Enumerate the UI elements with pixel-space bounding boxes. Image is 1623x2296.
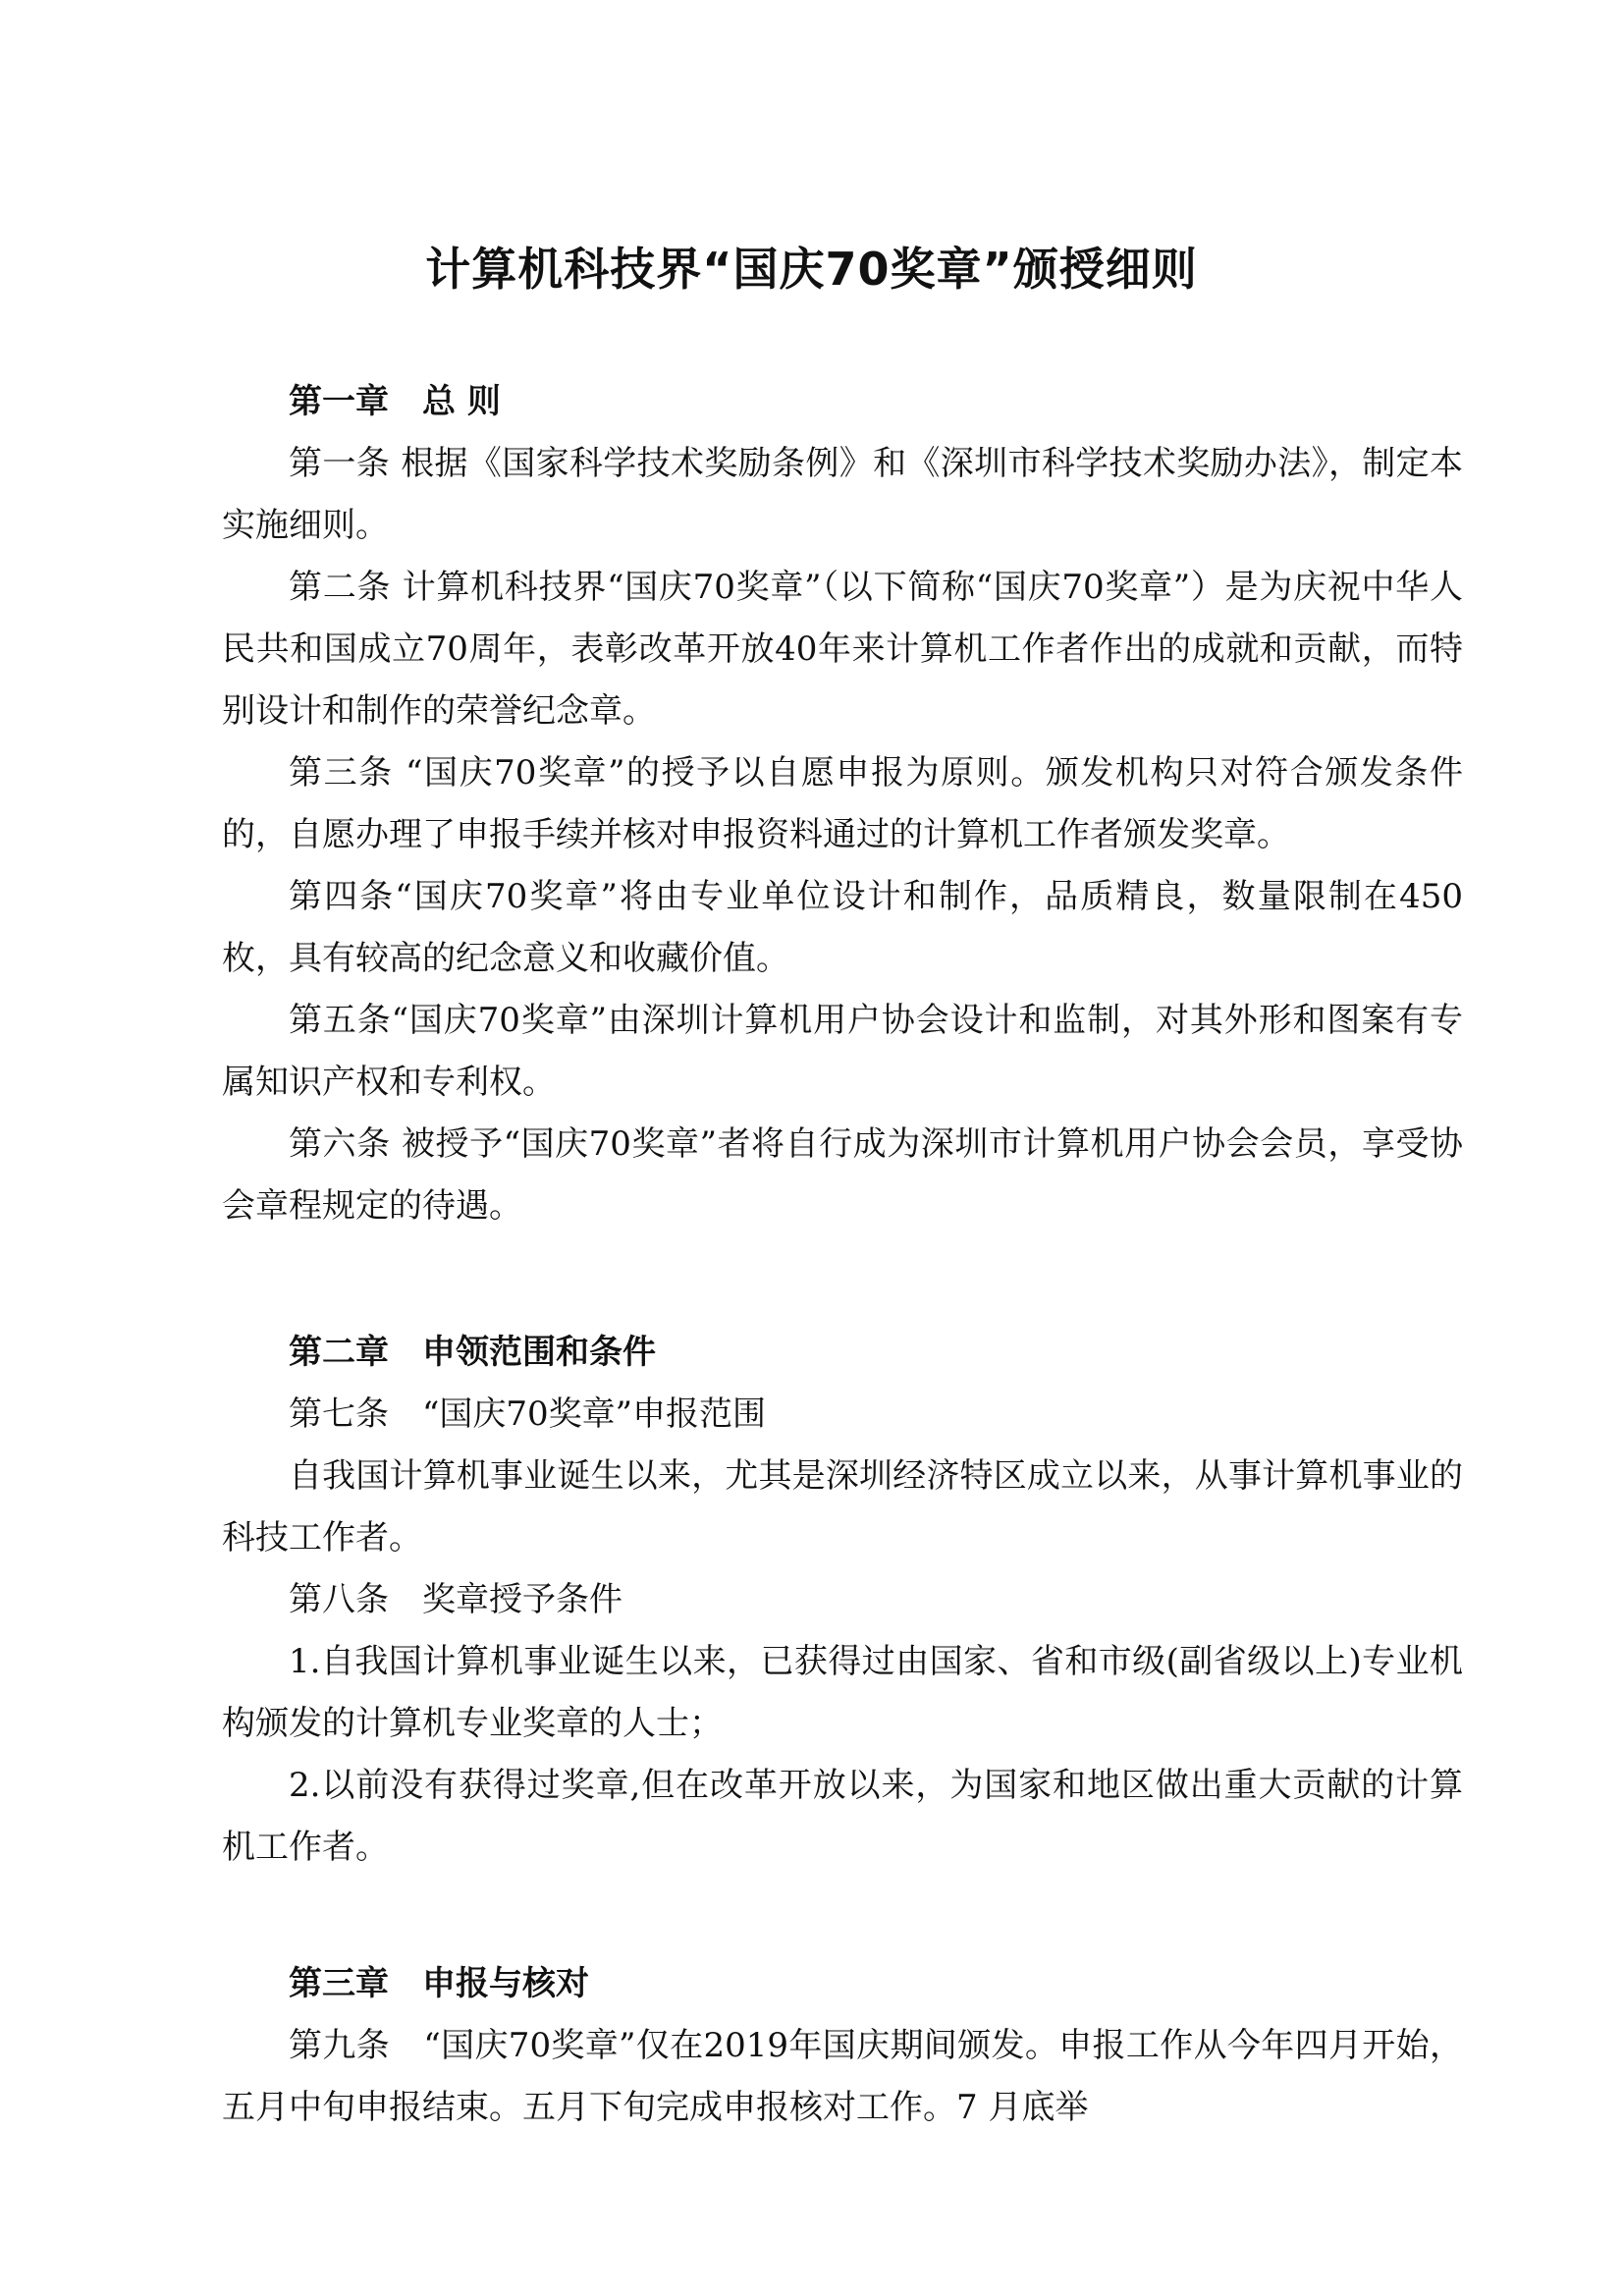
article-paragraph: 2.以前没有获得过奖章,但在改革开放以来，为国家和地区做出重大贡献的计算机工作者。: [222, 1766, 1463, 1867]
chapter-heading: 第三章 申报与核对: [289, 1964, 589, 2003]
article-paragraph: 第二条 计算机科技界“国庆70奖章”（以下简称“国庆70奖章”）是为庆祝中华人民共和国成立70周年，表彰改革开放40年来计算机工作者作出的成就和贡献，而特别设计和制作的荣誉纪念章。: [222, 568, 1463, 731]
article-paragraph: 第一条 根据《国家科学技术奖励条例》和《深圳市科学技术奖励办法》，制定本实施细则。: [222, 444, 1463, 545]
document-body: [222, 371, 1463, 2139]
section-spacer: [222, 1237, 1463, 1322]
document-title: 计算机科技界“国庆70奖章”颁授细则: [425, 243, 1198, 296]
article-paragraph: 第四条“国庆70奖章”将由专业单位设计和制作，品质精良，数量限制在450枚，具有较高的纪念意义和收藏价值。: [222, 877, 1463, 978]
section-spacer: [222, 1879, 1463, 1953]
article-paragraph: 第七条 “国庆70奖章”申报范围: [289, 1394, 767, 1434]
chapter-heading: 第二章 申领范围和条件: [289, 1333, 656, 1372]
article-paragraph: 第九条 “国庆70奖章”仅在2019年国庆期间颁发。申报工作从今年四月开始，五月中旬申报结束。五月下旬完成申报核对工作。7 月底举: [222, 2026, 1463, 2127]
article-paragraph: 第八条 奖章授予条件: [289, 1580, 622, 1619]
article-paragraph: 1.自我国计算机事业诞生以来，已获得过由国家、省和市级(副省级以上)专业机构颁发的计算机专业奖章的人士；: [222, 1642, 1463, 1743]
article-paragraph: 第六条 被授予“国庆70奖章”者将自行成为深圳市计算机用户协会会员，享受协会章程规定的待遇。: [222, 1124, 1463, 1226]
article-paragraph: 自我国计算机事业诞生以来，尤其是深圳经济特区成立以来，从事计算机事业的科技工作者。: [222, 1456, 1463, 1558]
article-paragraph: 第三条 “国庆70奖章”的授予以自愿申报为原则。颁发机构只对符合颁发条件的，自愿办理了申报手续并核对申报资料通过的计算机工作者颁发奖章。: [222, 753, 1463, 854]
chapter-heading: 第一章 总 则: [289, 382, 501, 421]
article-paragraph: 第五条“国庆70奖章”由深圳计算机用户协会设计和监制，对其外形和图案有专属知识产权和专利权。: [222, 1001, 1463, 1102]
